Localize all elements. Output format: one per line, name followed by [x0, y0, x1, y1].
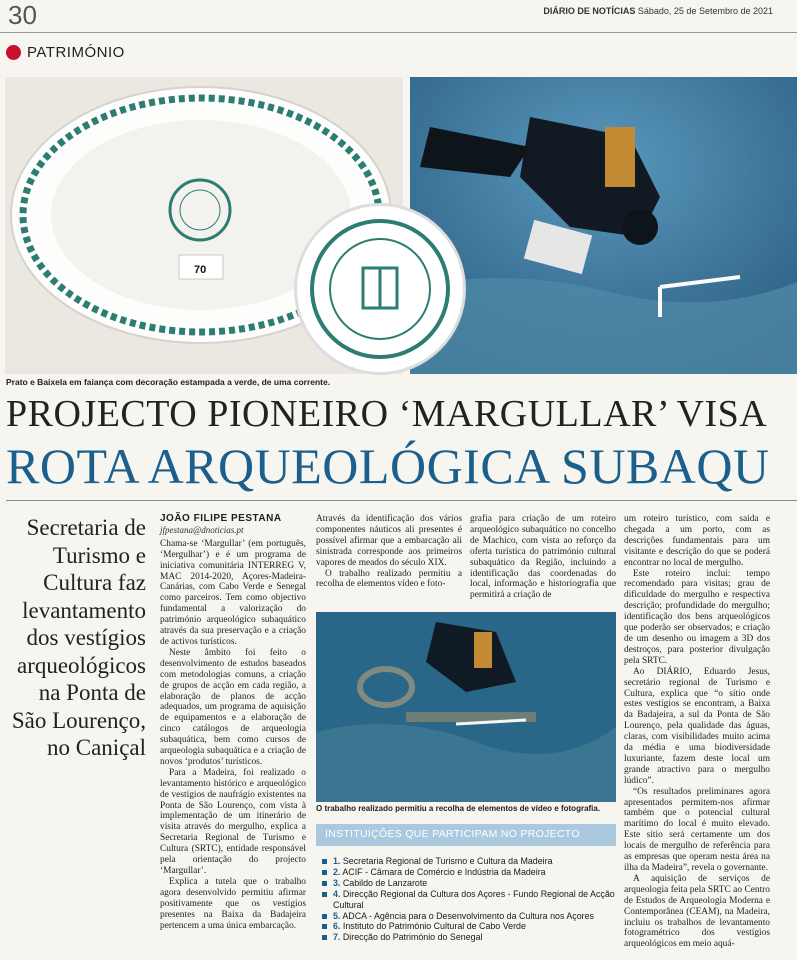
- underwater-photo: [316, 612, 616, 802]
- diver-illustration: [410, 77, 797, 374]
- seal-inset: [297, 206, 463, 372]
- diver-photo: [410, 77, 797, 374]
- paragraph: grafia para criação de um roteiro arqueológico subaquático no concelho de Machico, com vista ao reforço da oferta turística do património cultural subaquático da Região, incluindo a identificação das coordenadas do local, informação e historiografia que permitirá a criação de: [470, 514, 616, 601]
- paragraph: O trabalho realizado permitiu a recolha de elementos vídeo e foto-: [316, 568, 462, 590]
- list-item: 3. Cabildo de Lanzarote: [322, 878, 622, 889]
- paragraph: Explica a tutela que o trabalho agora desenvolvido permitiu afirmar positivamente que os vestígios presentes na Baixa da Badajeira pertencem a uma única embarcação.: [160, 876, 306, 931]
- bullet-square-icon: [322, 859, 327, 864]
- section-dot-icon: [6, 45, 21, 60]
- bullet-square-icon: [322, 935, 327, 940]
- page-number: 30: [8, 0, 37, 30]
- section-tag: [6, 44, 125, 61]
- paragraph: um roteiro turístico, com saída e chegada a um porto, com as descrições fundamentais para um visitante e descrição do que se poderá encontrar no local de mergulho.: [624, 514, 770, 568]
- bullet-square-icon: [322, 914, 327, 919]
- paragraph: Neste âmbito foi feito o desenvolvimento de estudos baseados com metodologias comuns, a criação de grupos de acção em cada região, a elaboração de planos de acção adequados, um programa de aquisição de equipamentos e a elaboração de cinco catálogos de arqueologia subaquática, bem como cursos de arqueologia subaquática e a criação de novos ‘produtos’ turísticos.: [160, 647, 306, 767]
- publication-date: Sábado, 25 de Setembro de 2021: [637, 6, 773, 16]
- paragraph: Para a Madeira, foi realizado o levantamento histórico e arqueológico de vestígios de naufrágio existentes na Ponta de São Lourenço, com vista à implementação de um itinerário de visita através do mergulho, explica a Secretaria Regional de Turismo e Cultura (SRTC), entidade responsável pela orientação do projecto ‘Margullar’.: [160, 767, 306, 876]
- institutions-box-header: [316, 824, 616, 846]
- lot-number: 70: [194, 264, 207, 276]
- institutions-title: INSTITUIÇÕES QUE PARTICIPAM NO PROJECTO: [325, 828, 580, 840]
- underwater-illustration: [316, 612, 616, 802]
- section-label: PATRIMÓNIO: [27, 44, 125, 61]
- bullet-square-icon: [322, 924, 327, 929]
- paragraph: Este roteiro inclui: tempo recomendado para visitas; grau de dificuldade do mergulho e respectiva descrição; profundidade do mergulho; identificação dos bens arqueológicos que poderão ser observados; e criação de um desenho ou imagem a 3D dos destroços, para posterior divulgação pela SRTC.: [624, 568, 770, 666]
- bullet-square-icon: [322, 892, 327, 897]
- dateline: [543, 6, 773, 16]
- list-item: 6. Instituto do Património Cultural de Cabo Verde: [322, 921, 622, 932]
- list-item: 4. Direcção Regional da Cultura dos Açores - Fundo Regional de Acção Cultural: [322, 889, 622, 911]
- list-item: 1. Secretaria Regional de Turismo e Cultura da Madeira: [322, 856, 622, 867]
- article-column-3: [470, 514, 616, 601]
- paragraph: Ao DIÁRIO, Eduardo Jesus, secretário regional de Turismo e Cultura, explica que “o sítio onde estes vestígios se encontram, a Baixa da Badajeira, a sul da Ponta de São Lourenço, pela qualidade das águas, claras, com visibilidades muito acima da média e uma biodiversidade luxuriante, fazem deste local um grande atractivo para o mergulho lúdico”.: [624, 666, 770, 786]
- header-rule: [0, 32, 797, 33]
- headline-rule: [6, 500, 797, 501]
- deck-subheading: Secretaria de Turismo e Cultura faz levantamento dos vestígios arqueológicos na Ponta de São Lourenço, no Caniçal: [11, 515, 146, 760]
- byline-email: jfpestana@dnoticias.pt: [160, 524, 244, 535]
- publication-name: DIÁRIO DE NOTÍCIAS: [543, 6, 636, 16]
- paragraph: A aquisição de serviços de arqueologia feita pela SRTC ao Centro de Estudos de Arqueologia Moderna e Contemporânea (CEAM), na Madeira, incluiu os trabalhos de levantamento fotogramétrico dos vestígios arqueológicos em meio aquá-: [624, 873, 770, 950]
- bullet-square-icon: [322, 881, 327, 886]
- bullet-square-icon: [322, 870, 327, 875]
- list-item: 5. ADCA - Agência para o Desenvolvimento da Cultura nos Açores: [322, 911, 622, 922]
- list-item: 2. ACIF - Câmara de Comércio e Indústria da Madeira: [322, 867, 622, 878]
- steamer-seal-mark: [297, 206, 463, 372]
- plate-caption: Prato e Baixela em faiança com decoração estampada a verde, de uma corrente.: [6, 377, 331, 387]
- article-column-4: [624, 514, 770, 950]
- list-item: 7. Direcção do Património do Senegal: [322, 932, 622, 943]
- paragraph: Através da identificação dos vários componentes náuticos ali presentes é possível afirmar que a embarcação ali sinistrada corresponde aos primeiros vapores de meados do século XIX.: [316, 514, 462, 568]
- institutions-list: [322, 856, 622, 943]
- paragraph: “Os resultados preliminares agora apresentados permitem-nos afirmar também que o potencial cultural marítimo do local é muito elevado. Este sítio será certamente um dos locais de mergulho de referência para as empresas que operam nesta área na ilha da Madeira”, revela o governante.: [624, 786, 770, 873]
- underwater-caption: O trabalho realizado permitiu a recolha de elementos de vídeo e fotografia.: [316, 804, 601, 813]
- article-column-1: [160, 514, 306, 931]
- byline-author: JOÃO FILIPE PESTANA: [160, 513, 282, 524]
- article-column-2: [316, 514, 462, 590]
- paragraph: Chama-se ‘Margullar’ (em português, ‘Mergulhar’) e é um programa de iniciativa comunitária INTERREG V, MAC 2014-2020, Açores-Madeira-Canárias, com Cabo Verde e Senegal como parceiros. Tem como objectivo fundamental a valorização do património arqueológico subaquático através da sua preservação e a criação de activos turísticos.: [160, 538, 306, 647]
- headline-line-2: ROTA ARQUEOLÓGICA SUBAQU: [6, 438, 770, 494]
- headline-line-1: PROJECTO PIONEIRO ‘MARGULLAR’ VISA: [6, 393, 768, 435]
